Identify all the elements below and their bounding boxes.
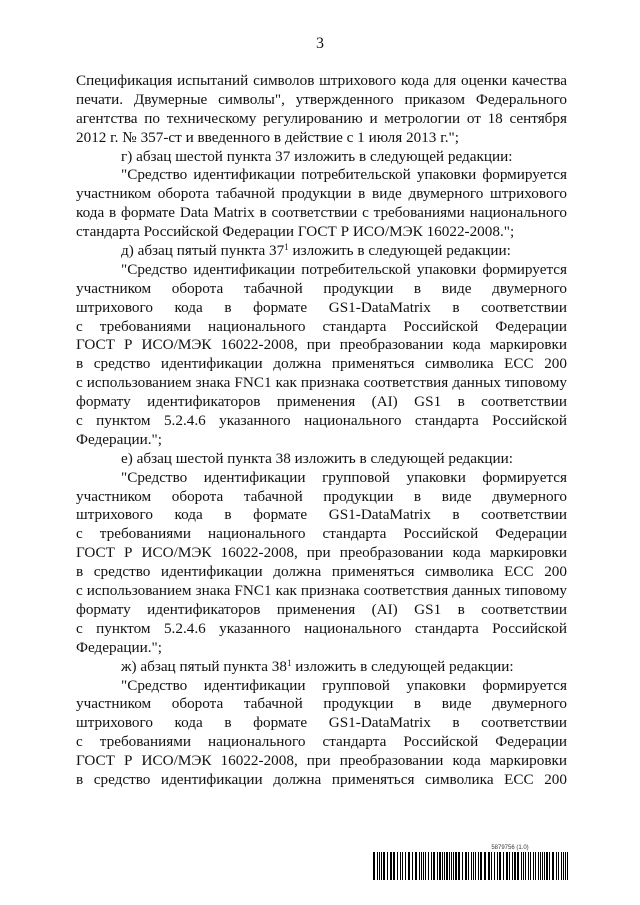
line-text-continued: изложить в следующей редакции:: [288, 242, 511, 260]
barcode-bar: [563, 852, 564, 880]
barcode-bar: [408, 852, 410, 880]
barcode-bar: [462, 852, 463, 880]
text-line: [76, 431, 567, 450]
barcode-bar: [377, 852, 378, 880]
barcode-bar: [499, 852, 501, 880]
barcode-bar: [475, 852, 476, 880]
text-line: [76, 450, 567, 469]
barcode-bar: [400, 852, 401, 880]
barcode-bar: [444, 852, 445, 880]
line-text: с требованиями национального стандарта Российской Федерации: [76, 525, 567, 543]
barcode-icon: [373, 852, 569, 880]
line-text: с требованиями национального стандарта Российской Федерации: [76, 733, 567, 751]
barcode-bar: [423, 852, 424, 880]
text-line: [76, 393, 567, 412]
line-text: е) абзац шестой пункта 38 изложить в следующей редакции:: [121, 449, 513, 467]
line-text: в средство идентификации должна применяться символика ECC 200: [76, 355, 567, 373]
text-line: [76, 733, 567, 752]
line-text: с требованиями национального стандарта Российской Федерации: [76, 317, 567, 335]
barcode-bar: [390, 852, 392, 880]
text-line: [76, 582, 567, 601]
barcode-bar: [415, 852, 417, 880]
line-text: "Средство идентификации групповой упаковки формируется: [121, 676, 567, 694]
barcode-bar: [491, 852, 492, 880]
text-line: [76, 91, 567, 110]
barcode-bar: [425, 852, 426, 880]
text-line: [76, 412, 567, 431]
barcode-bar: [542, 852, 543, 880]
line-text: стандарта Российской Федерации ГОСТ Р ИСО/МЭК 16022-2008.";: [76, 223, 515, 241]
barcode-bar: [488, 852, 490, 880]
line-text: с использованием знака FNC1 как признака соответствия данных типовому: [76, 582, 567, 600]
barcode-bar: [373, 852, 375, 880]
text-line: [76, 544, 567, 563]
line-text: ГОСТ Р ИСО/МЭК 16022-2008, при преобразовании кода маркировки: [76, 336, 567, 354]
line-text: штрихового кода в формате GS1-DataMatrix в соответствии: [76, 714, 567, 732]
text-line: [76, 563, 567, 582]
text-line: [76, 336, 567, 355]
barcode-bar: [421, 852, 422, 880]
line-text: формату идентификаторов применения (AI) GS1 в соответствии: [76, 393, 567, 411]
text-line: [76, 185, 567, 204]
line-text: Спецификация испытаний символов штрихового кода для оценки качества: [76, 72, 567, 89]
text-line: [76, 242, 567, 261]
line-text: формату идентификаторов применения (AI) GS1 в соответствии: [76, 600, 567, 618]
barcode-bar: [494, 852, 495, 880]
barcode-bar: [383, 852, 385, 880]
barcode-bar: [442, 852, 443, 880]
line-text: участником оборота табачной продукции в виде двумерного: [76, 695, 567, 713]
line-text: 2012 г. № 357-ст и введенного в действие с 1 июля 2013 г.";: [76, 128, 459, 146]
barcode-bar: [556, 852, 557, 880]
text-line: [76, 110, 567, 129]
barcode-bar: [549, 852, 550, 880]
barcode-bar: [523, 852, 524, 880]
barcode-bar: [503, 852, 504, 880]
line-text: кода в формате Data Matrix в соответствии с требованиями национального: [76, 204, 567, 222]
line-text: в средство идентификации должна применяться символика ECC 200: [76, 770, 567, 788]
page-number: 3: [316, 35, 324, 52]
barcode-bar: [387, 852, 388, 880]
barcode-bar: [428, 852, 429, 880]
barcode-bar: [525, 852, 526, 880]
barcode-bar: [458, 852, 460, 880]
barcode-bar: [480, 852, 482, 880]
text-line: [76, 280, 567, 299]
barcode-bar: [449, 852, 450, 880]
barcode-bar: [468, 852, 469, 880]
text-line: [76, 166, 567, 185]
barcode-bar: [478, 852, 479, 880]
line-text: Федерации.";: [76, 430, 162, 448]
line-text: ГОСТ Р ИСО/МЭК 16022-2008, при преобразовании кода маркировки: [76, 752, 567, 770]
text-line: [76, 601, 567, 620]
barcode-bar: [535, 852, 536, 880]
barcode-bar: [412, 852, 413, 880]
line-text: ж) абзац пятый пункта 38: [121, 657, 287, 675]
line-text: Федерации.";: [76, 638, 162, 656]
line-text: "Средство идентификации групповой упаковки формируется: [121, 468, 567, 486]
line-text: г) абзац шестой пункта 37 изложить в следующей редакции:: [121, 147, 513, 165]
text-line: [76, 658, 567, 677]
text-line: [76, 488, 567, 507]
text-line: [76, 72, 567, 91]
barcode-bar: [528, 852, 529, 880]
barcode-bar: [497, 852, 498, 880]
barcode-bar: [451, 852, 452, 880]
barcode-bar: [455, 852, 457, 880]
text-line: [76, 299, 567, 318]
text-line: [76, 355, 567, 374]
barcode-bar: [538, 852, 539, 880]
line-text: штрихового кода в формате GS1-DataMatrix в соответствии: [76, 506, 567, 524]
barcode-bar: [530, 852, 531, 880]
document-id: 5879756 (1.0): [491, 845, 529, 851]
barcode-bar: [473, 852, 474, 880]
superscript: 1: [286, 657, 292, 668]
line-text: участником оборота табачной продукции в виде двумерного штрихового: [76, 185, 567, 203]
barcode-bar: [484, 852, 486, 880]
barcode-bar: [433, 852, 435, 880]
barcode-bar: [544, 852, 545, 880]
line-text: в средство идентификации должна применяться символика ECC 200: [76, 563, 567, 581]
barcode-bar: [552, 852, 554, 880]
line-text: печати. Двумерные символы", утвержденного приказом Федерального: [76, 90, 567, 108]
barcode-bar: [558, 852, 559, 880]
barcode-bar: [393, 852, 395, 880]
text-line: [76, 318, 567, 337]
barcode-bar: [465, 852, 467, 880]
text-line: [76, 148, 567, 167]
barcode-bar: [402, 852, 403, 880]
barcode-bar: [512, 852, 513, 880]
barcode-bar: [397, 852, 398, 880]
line-text: "Средство идентификации потребительской упаковки формируется: [121, 166, 567, 184]
line-text-continued: изложить в следующей редакции:: [291, 657, 514, 675]
text-line: [76, 469, 567, 488]
document-body: [76, 72, 567, 790]
line-text: с пунктом 5.2.4.6 указанного национального стандарта Российской: [76, 412, 567, 430]
barcode-bar: [437, 852, 438, 880]
text-line: [76, 506, 567, 525]
text-line: [76, 374, 567, 393]
text-line: [76, 714, 567, 733]
line-text: участником оборота табачной продукции в виде двумерного: [76, 487, 567, 505]
text-line: [76, 223, 567, 242]
barcode-bar: [533, 852, 534, 880]
barcode-bar: [546, 852, 548, 880]
barcode-bar: [439, 852, 441, 880]
line-text: д) абзац пятый пункта 37: [121, 242, 285, 260]
barcode-bar: [506, 852, 508, 880]
line-text: штрихового кода в формате GS1-DataMatrix в соответствии: [76, 298, 567, 316]
barcode-bar: [471, 852, 472, 880]
line-text: с пунктом 5.2.4.6 указанного национального стандарта Российской: [76, 619, 567, 637]
line-text: ГОСТ Р ИСО/МЭК 16022-2008, при преобразовании кода маркировки: [76, 544, 567, 562]
line-text: участником оборота табачной продукции в виде двумерного: [76, 279, 567, 297]
barcode-bar: [379, 852, 380, 880]
text-line: [76, 129, 567, 148]
text-line: [76, 695, 567, 714]
text-line: [76, 677, 567, 696]
barcode-bar: [419, 852, 420, 880]
text-line: [76, 620, 567, 639]
barcode-bar: [567, 852, 568, 880]
text-line: [76, 525, 567, 544]
barcode-bar: [431, 852, 432, 880]
text-line: [76, 771, 567, 790]
text-line: [76, 752, 567, 771]
barcode-bar: [540, 852, 541, 880]
barcode-bar: [514, 852, 516, 880]
text-line: [76, 639, 567, 658]
barcode-bar: [565, 852, 566, 880]
barcode-bar: [517, 852, 519, 880]
text-line: [76, 204, 567, 223]
barcode-bar: [561, 852, 562, 880]
line-text: агентства по техническому регулированию и метрологии от 18 сентября: [76, 109, 567, 127]
barcode-bar: [381, 852, 382, 880]
text-line: [76, 261, 567, 280]
barcode-bar: [405, 852, 406, 880]
barcode-bar: [453, 852, 454, 880]
line-text: "Средство идентификации потребительской упаковки формируется: [121, 260, 567, 278]
barcode-bar: [509, 852, 510, 880]
superscript: 1: [284, 242, 289, 253]
barcode-bar: [521, 852, 522, 880]
line-text: с использованием знака FNC1 как признака соответствия данных типовому: [76, 374, 567, 392]
barcode-bar: [446, 852, 448, 880]
